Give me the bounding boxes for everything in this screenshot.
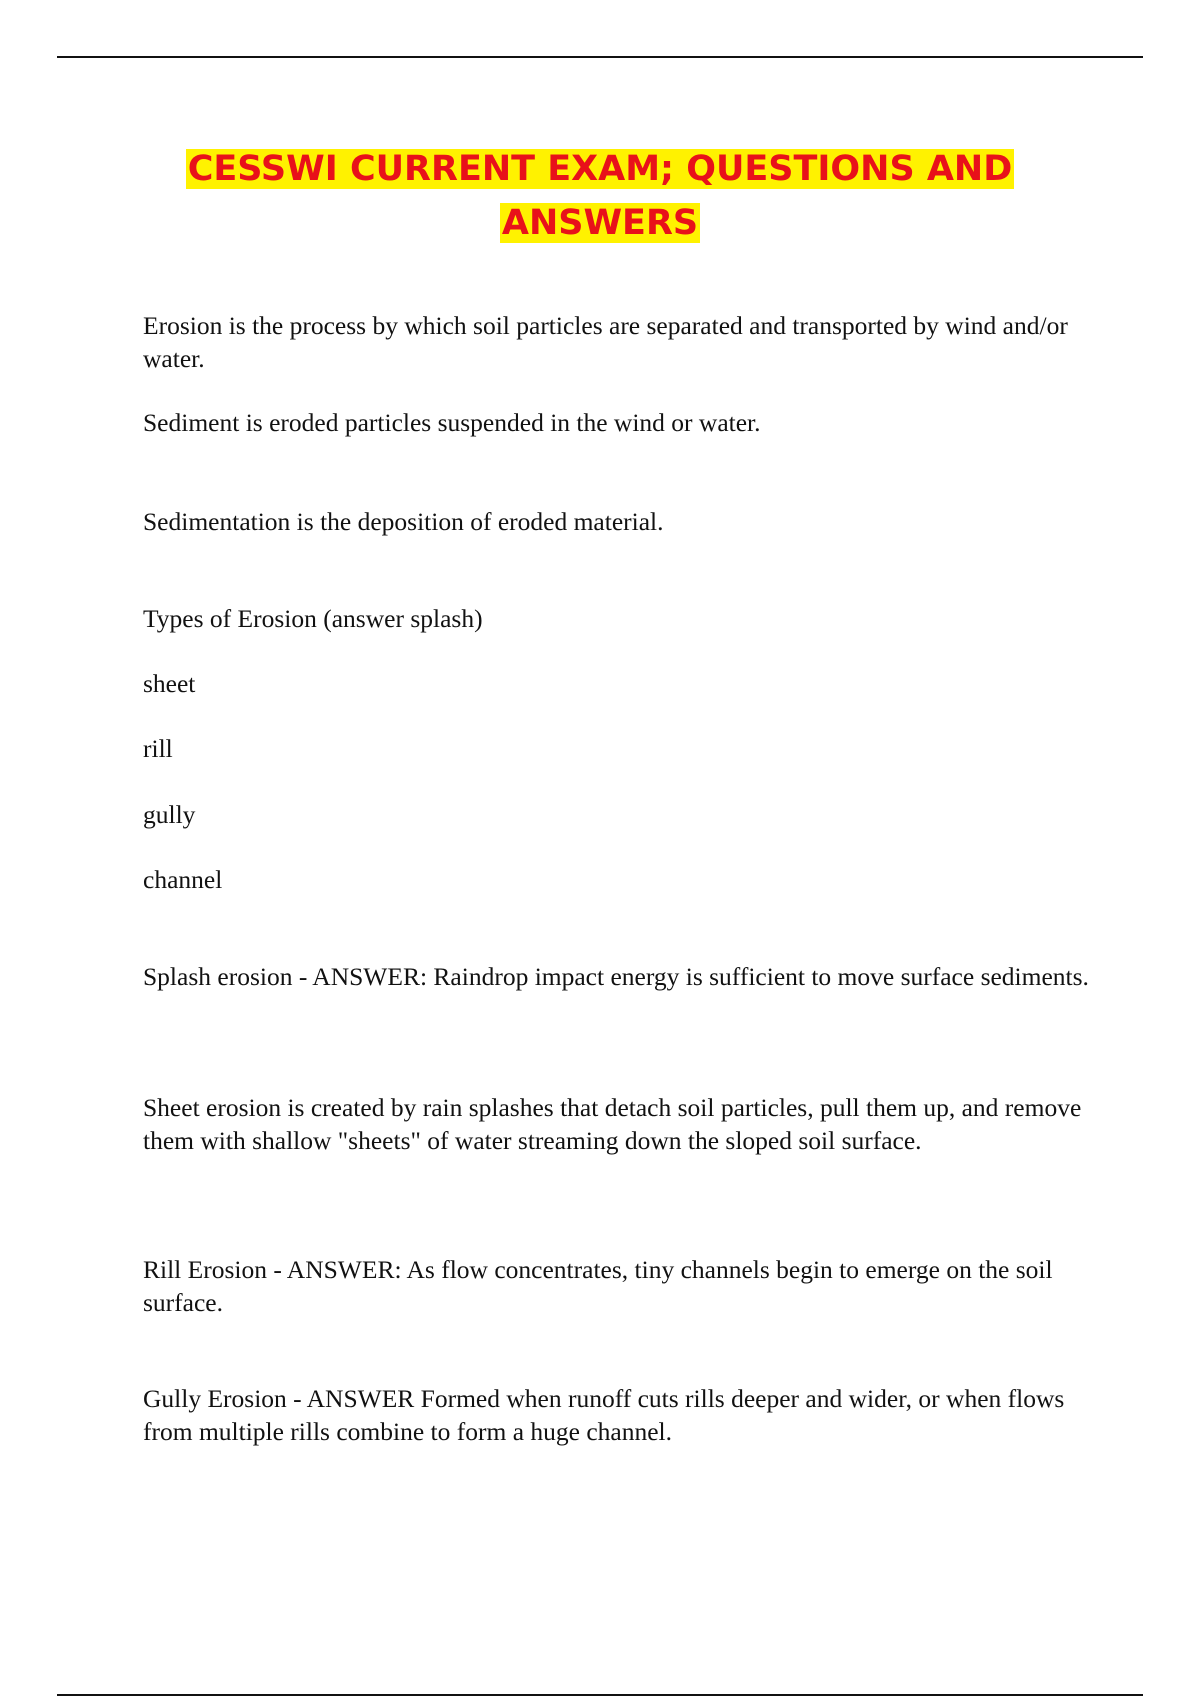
paragraph-erosion-definition: Erosion is the process by which soil particles are separated and transported by wind and/or water. bbox=[143, 311, 1068, 373]
bottom-rule bbox=[57, 1694, 1143, 1696]
list-item-rill: rill bbox=[143, 734, 173, 763]
list-item-sheet: sheet bbox=[143, 669, 196, 698]
paragraph-splash-erosion: Splash erosion - ANSWER: Raindrop impact energy is sufficient to move surface sediments. bbox=[143, 962, 1089, 991]
list-item-gully: gully bbox=[143, 800, 196, 829]
list-item-channel: channel bbox=[143, 865, 223, 894]
top-rule bbox=[57, 56, 1143, 58]
paragraph-types-of-erosion: Types of Erosion (answer splash) bbox=[143, 604, 483, 633]
paragraph-sheet-erosion: Sheet erosion is created by rain splashes that detach soil particles, pull them up, and remove them with shallow "sheets" of water streaming down the sloped soil surface. bbox=[143, 1093, 1082, 1155]
paragraph-gully-erosion: Gully Erosion - ANSWER Formed when runoff cuts rills deeper and wider, or when flows from multiple rills combine to form a huge channel. bbox=[143, 1384, 1065, 1446]
title-line-1: CESSWI CURRENT EXAM; QUESTIONS AND bbox=[187, 149, 1013, 189]
document-title bbox=[100, 142, 1100, 250]
paragraph-sedimentation-definition: Sedimentation is the deposition of eroded material. bbox=[143, 507, 664, 536]
paragraph-sediment-definition: Sediment is eroded particles suspended in the wind or water. bbox=[143, 408, 761, 437]
title-line-2: ANSWERS bbox=[501, 203, 699, 243]
paragraph-rill-erosion: Rill Erosion - ANSWER: As flow concentrates, tiny channels begin to emerge on the soil surface. bbox=[143, 1255, 1053, 1317]
